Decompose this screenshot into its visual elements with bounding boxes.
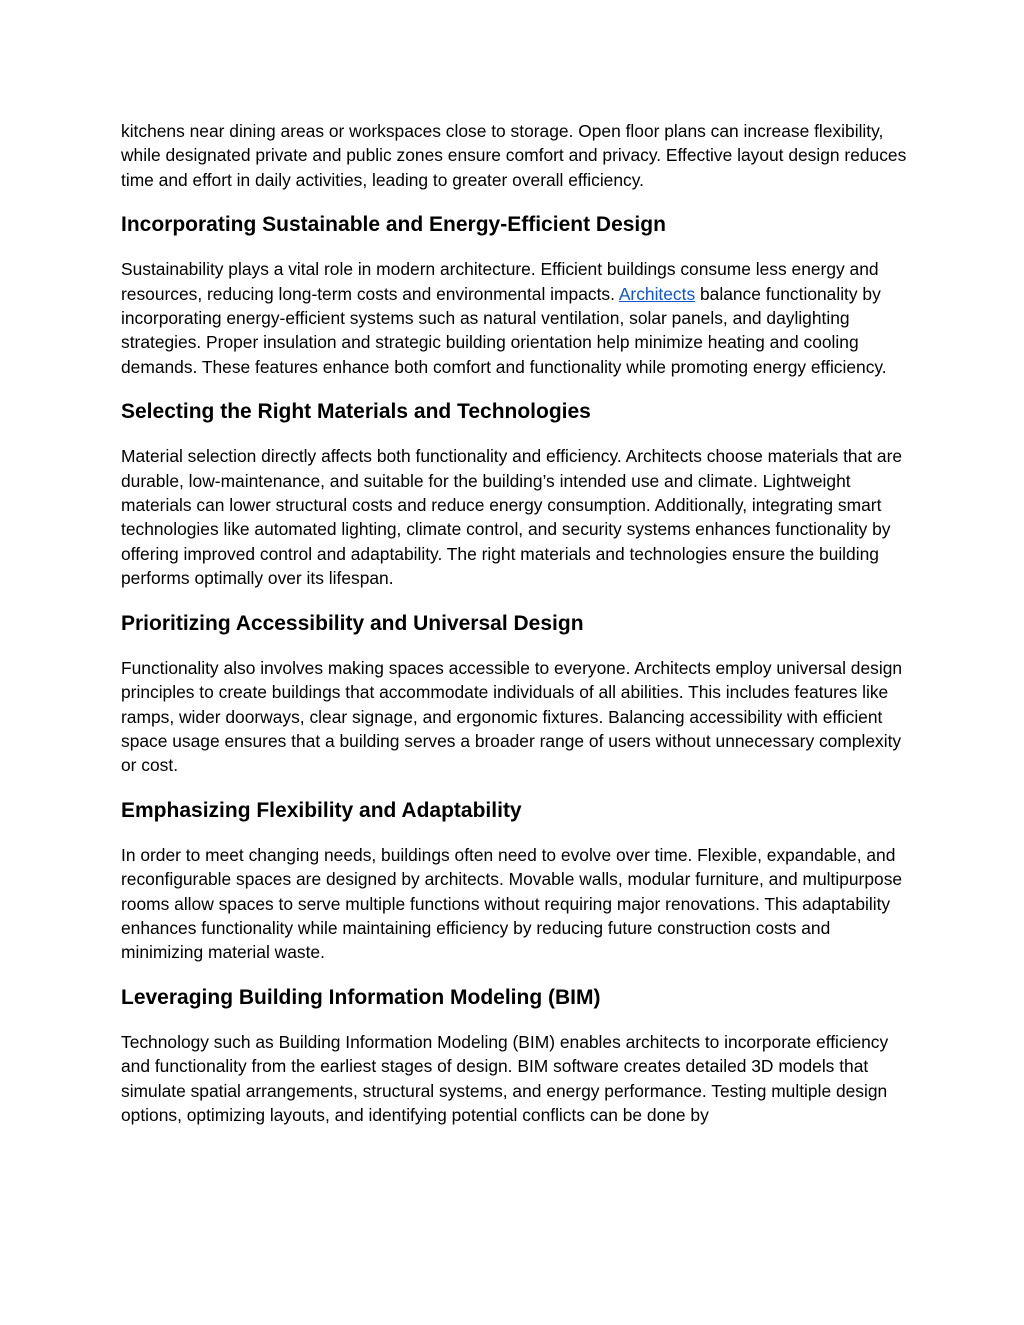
- architects-link[interactable]: Architects: [618, 283, 696, 304]
- body-text-after-link: balance functionality by incorporating energy-efficient systems such as natural ventilation, solar panels, and daylighting strategies. Proper insulation and strategic building orientation help minimize heating and cooling demands. These features enhance both comfort and functionality while promoting energy efficiency.: [121, 283, 887, 377]
- section-body: Material selection directly affects both functionality and efficiency. Architects choose materials that are durable, low-maintenance, and suitable for the building’s intended use and climate. Lightweight materials can lower structural costs and reduce energy consumption. Additionally, integrating smart technologies like automated lighting, climate control, and security systems enhances functionality by offering improved control and adaptability. The right materials and technologies ensure the building performs optimally over its lifespan.: [121, 446, 903, 589]
- section-body: [121, 257, 911, 379]
- section-heading: Incorporating Sustainable and Energy-Efficient Design: [121, 213, 666, 237]
- document-page: [121, 119, 911, 1127]
- intro-paragraph: kitchens near dining areas or workspaces close to storage. Open floor plans can increase flexibility, while designated private and public zones ensure comfort and privacy. Effective layout design reduces time and effort in daily activities, leading to greater overall efficiency.: [121, 121, 907, 190]
- section-materials-technologies: [121, 398, 911, 590]
- section-body: In order to meet changing needs, buildings often need to evolve over time. Flexible, expandable, and reconfigurable spaces are designed by architects. Movable walls, modular furniture, and multipurpose rooms allow spaces to serve multiple functions without requiring major renovations. This adaptability enhances functionality while maintaining efficiency by reducing future construction costs and minimizing material waste.: [121, 844, 903, 963]
- section-body: Functionality also involves making spaces accessible to everyone. Architects employ universal design principles to create buildings that accommodate individuals of all abilities. This includes features like ramps, wider doorways, clear signage, and ergonomic fixtures. Balancing accessibility with efficient space usage ensures that a building serves a broader range of users without unnecessary complexity or cost.: [121, 657, 903, 776]
- section-flexibility: [121, 797, 911, 965]
- section-heading: Prioritizing Accessibility and Universal Design: [121, 611, 584, 635]
- section-bim: [121, 984, 911, 1128]
- body-text-before-link: Sustainability plays a vital role in modern architecture. Efficient buildings consume less energy and resources, reducing long-term costs and environmental impacts.: [121, 259, 879, 304]
- section-heading: Emphasizing Flexibility and Adaptability: [121, 798, 522, 822]
- section-sustainable-design: [121, 211, 911, 379]
- section-heading: Selecting the Right Materials and Technologies: [121, 400, 591, 424]
- section-heading: Leveraging Building Information Modeling (BIM): [121, 985, 601, 1009]
- section-accessibility: [121, 610, 911, 778]
- section-body: Technology such as Building Information Modeling (BIM) enables architects to incorporate efficiency and functionality from the earliest stages of design. BIM software creates detailed 3D models that simulate spatial arrangements, structural systems, and energy performance. Testing multiple design options, optimizing layouts, and identifying potential conflicts can be done by: [121, 1031, 889, 1125]
